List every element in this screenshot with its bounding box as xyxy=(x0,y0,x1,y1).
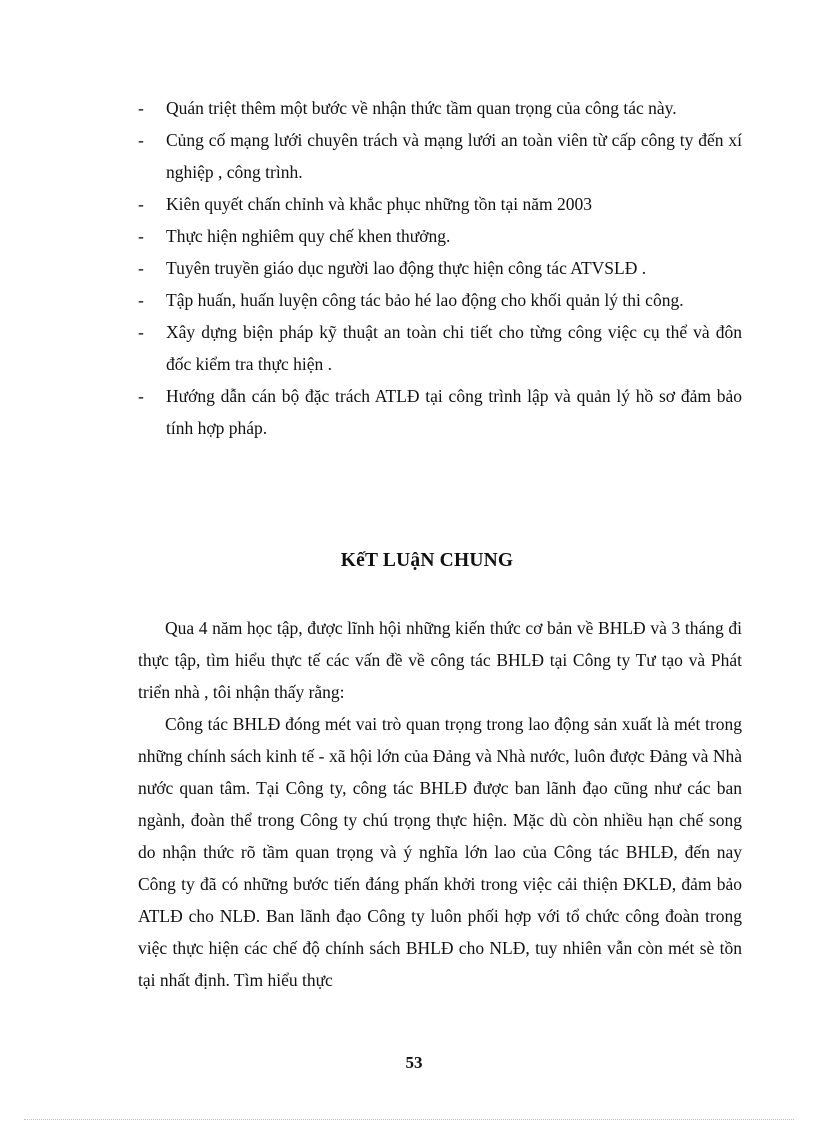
paragraph: Qua 4 năm học tập, được lĩnh hội những kiến thức cơ bản về BHLĐ và 3 tháng đi thực tập, tìm hiểu thực tế các vấn đề về công tác BHLĐ tại Công ty Tư tạo và Phát triển nhà , tôi nhận thấy rằng: xyxy=(138,618,742,702)
bullet-marker: - xyxy=(138,258,144,278)
list-item-text: Kiên quyết chấn chỉnh và khắc phục những tồn tại năm 2003 xyxy=(166,194,592,214)
list-item-text: Xây dựng biện pháp kỹ thuật an toàn chi tiết cho từng công việc cụ thể và đôn đốc kiểm tra thực hiện . xyxy=(166,322,742,374)
list-item-text: Quán triệt thêm một bước về nhận thức tầm quan trọng của công tác này. xyxy=(166,98,677,118)
body-text xyxy=(138,612,742,996)
bullet-marker: - xyxy=(138,98,144,118)
list-item xyxy=(138,380,742,444)
bullet-marker: - xyxy=(138,386,144,406)
list-item-text: Hướng dẫn cán bộ đặc trách ATLĐ tại công trình lập và quản lý hồ sơ đảm bảo tính hợp pháp. xyxy=(166,386,742,438)
page-number: 53 xyxy=(405,1053,423,1072)
bullet-marker: - xyxy=(138,226,144,246)
bullet-list xyxy=(138,92,742,444)
page-bottom-divider xyxy=(24,1119,794,1120)
list-item-text: Tập huấn, huấn luyện công tác bảo hé lao động cho khối quản lý thi công. xyxy=(166,290,684,310)
list-item-text: Tuyên truyền giáo dục người lao động thực hiện công tác ATVSLĐ . xyxy=(166,258,647,278)
bullet-marker: - xyxy=(138,290,144,310)
list-item-text: Củng cố mạng lưới chuyên trách và mạng lưới an toàn viên từ cấp công ty đến xí nghiệp , công trình. xyxy=(166,130,742,182)
list-item xyxy=(138,188,742,220)
section-heading: KếT LUậN CHUNG xyxy=(340,550,514,571)
list-item xyxy=(138,316,742,380)
list-item xyxy=(138,124,742,188)
bullet-marker: - xyxy=(138,194,144,214)
list-item xyxy=(138,252,742,284)
paragraph: Công tác BHLĐ đóng mét vai trò quan trọng trong lao động sản xuất là mét trong những chính sách kinh tế - xã hội lớn của Đảng và Nhà nước, luôn được Đảng và Nhà nước quan tâm. Tại Công ty, công tác BHLĐ được ban lãnh đạo cũng như các ban ngành, đoàn thể trong Công ty chú trọng thực hiện. Mặc dù còn nhiều hạn chế song do nhận thức rõ tầm quan trọng và ý nghĩa lớn lao của Công tác BHLĐ, đến nay Công ty đã có những bước tiến đáng phấn khởi trong việc cải thiện ĐKLĐ, đảm bảo ATLĐ cho NLĐ. Ban lãnh đạo Công ty luôn phối hợp với tổ chức công đoàn trong việc thực hiện các chế độ chính sách BHLĐ cho NLĐ, tuy nhiên vẫn còn mét sè tồn tại nhất định. Tìm hiểu thực xyxy=(138,714,742,990)
list-item-text: Thực hiện nghiêm quy chế khen thưởng. xyxy=(166,226,451,246)
list-item xyxy=(138,220,742,252)
list-item xyxy=(138,92,742,124)
bullet-marker: - xyxy=(138,322,144,342)
bullet-marker: - xyxy=(138,130,144,150)
list-item xyxy=(138,284,742,316)
